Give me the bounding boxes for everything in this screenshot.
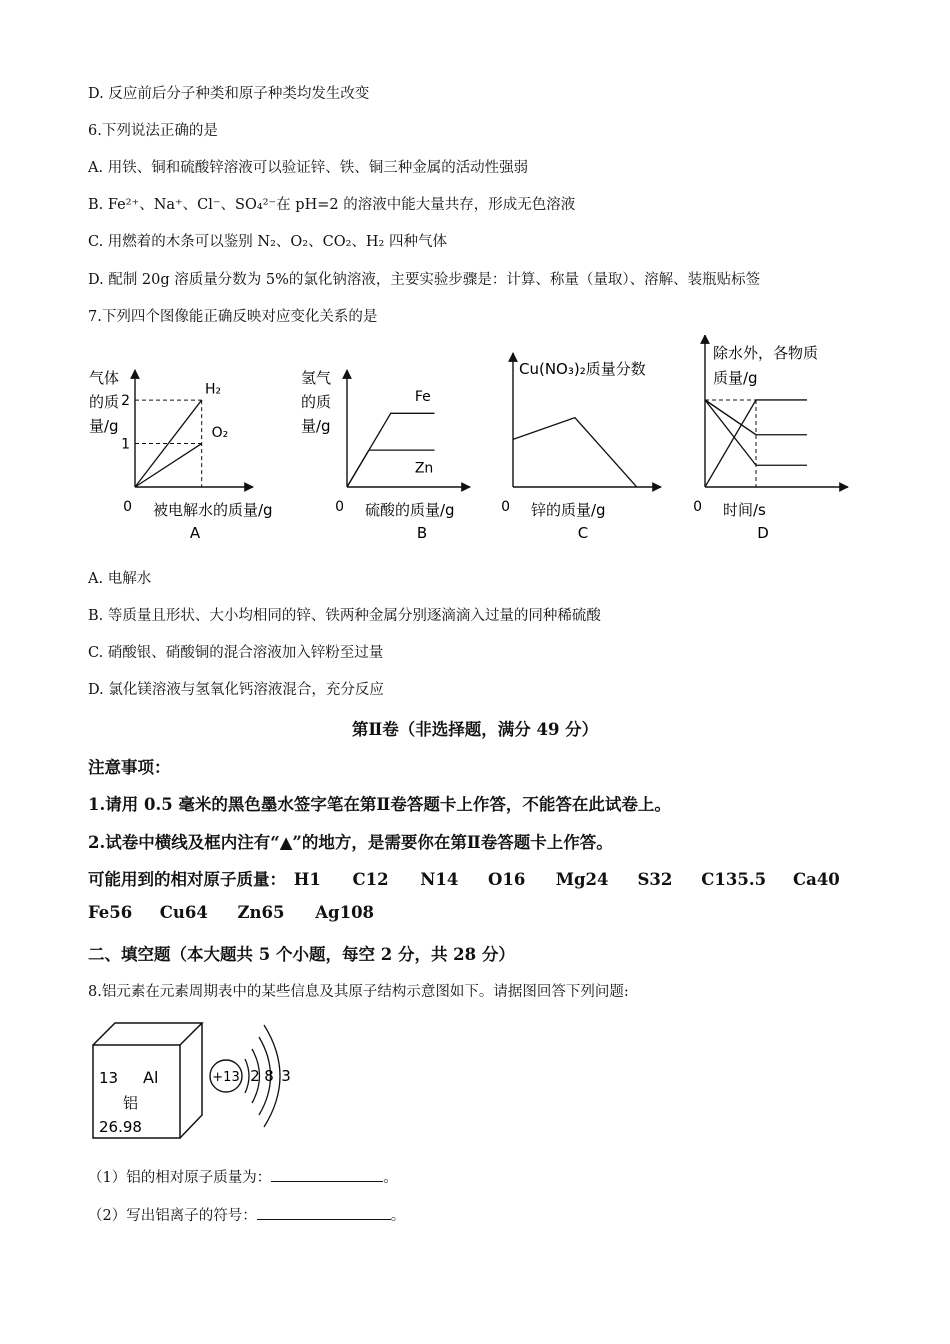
- atomic-ag: Ag108: [315, 903, 375, 922]
- q5-option-d: D. 反应前后分子种类和原子种类均发生改变: [88, 86, 370, 102]
- shell-arc-1: [245, 1059, 249, 1093]
- q8-stem: 8.铝元素在元素周期表中的某些信息及其原子结构示意图如下。请据图回答下列问题:: [88, 984, 629, 1000]
- answer-blank-1[interactable]: [271, 1167, 383, 1182]
- shell-electrons-1: 2: [250, 1067, 260, 1085]
- panel-b-caption: B: [416, 524, 428, 542]
- panel-a-origin: 0: [123, 499, 132, 515]
- panel-b-y-label-2: 量/g: [301, 417, 331, 435]
- atomic-fe: Fe56: [88, 903, 133, 922]
- atom-structure: [210, 1025, 291, 1127]
- panel-c-series-0: [513, 418, 637, 487]
- shell-electrons-2: 8: [264, 1067, 274, 1085]
- element-symbol: Al: [143, 1068, 159, 1087]
- q6-b-rest: 在 pH=2 的溶液中能大量共存，形成无色溶液: [276, 197, 576, 213]
- q7-option-c: C. 硝酸银、硝酸铜的混合溶液加入锌粉至过量: [88, 645, 384, 661]
- panel-a-x-label: 被电解水的质量/g: [153, 501, 273, 519]
- q6-option-a: A. 用铁、铜和硫酸锌溶液可以验证锌、铁、铜三种金属的活动性强弱: [88, 160, 529, 176]
- shell-electrons-3: 3: [281, 1067, 291, 1085]
- panel-a-series-1: [135, 444, 202, 487]
- section2-title: 第Ⅱ卷（非选择题，满分 49 分）: [351, 720, 599, 739]
- q8-sub-1-end: 。: [383, 1170, 398, 1186]
- q7-charts: [0, 335, 950, 550]
- q6-stem: 6.下列说法正确的是: [88, 123, 218, 139]
- panel-a-y-label-1: 的质: [89, 393, 120, 411]
- panel-b-label-zn: Zn: [414, 460, 434, 477]
- atomic-cl: C135.5: [701, 870, 767, 889]
- answer-blank-2[interactable]: [257, 1205, 391, 1220]
- panel-b-x-label: 硫酸的质量/g: [365, 501, 455, 519]
- panel-d-caption: D: [757, 524, 769, 542]
- panel-a-y-label-0: 气体: [89, 369, 120, 387]
- panel-a-y-label-2: 量/g: [89, 417, 119, 435]
- atomic-c: C12: [352, 870, 389, 889]
- panel-a-label-h2: H₂: [205, 381, 222, 398]
- nucleus-charge: +13: [212, 1070, 240, 1085]
- element-number: 13: [99, 1069, 119, 1087]
- panel-d-x-label: 时间/s: [723, 501, 766, 519]
- panel-a-ytick-2: 2: [121, 393, 130, 410]
- q8-sub-2-text: （2）写出铝离子的符号：: [88, 1208, 257, 1224]
- atomic-ca: Ca40: [793, 870, 840, 889]
- q8-sub-2-end: 。: [390, 1208, 406, 1224]
- atomic-mass-row-2: [88, 903, 374, 922]
- panel-b-y-label-1: 的质: [301, 393, 332, 411]
- atomic-h: H1: [293, 870, 321, 889]
- q7-option-b: B. 等质量且形状、大小均相同的锌、铁两种金属分别逐滴滴入过量的同种稀硫酸: [88, 608, 601, 624]
- atomic-s: S32: [637, 870, 673, 889]
- panel-b-y-label-0: 氢气: [301, 369, 332, 387]
- atomic-mg: Mg24: [555, 870, 609, 889]
- panel-a-caption: A: [189, 524, 201, 542]
- panel-b-origin: 0: [335, 499, 344, 515]
- panel-c-origin: 0: [501, 499, 510, 515]
- atomic-zn: Zn65: [237, 903, 285, 922]
- note-1: 1.请用 0.5 毫米的黑色墨水签字笔在第Ⅱ卷答题卡上作答，不能答在此试卷上。: [88, 795, 671, 814]
- element-name: 铝: [123, 1094, 139, 1112]
- q7-stem: 7.下列四个图像能正确反映对应变化关系的是: [88, 309, 378, 325]
- panel-c-y-label: Cu(NO₃)₂质量分数: [519, 360, 646, 378]
- atomic-label: 可能用到的相对原子质量：: [88, 870, 286, 889]
- atomic-cu: Cu64: [159, 903, 208, 922]
- panel-c-x-label: 锌的质量/g: [531, 501, 606, 519]
- q7-option-a: A. 电解水: [88, 571, 152, 587]
- panel-d-series-extra: [705, 400, 756, 435]
- aluminum-figure: [85, 1015, 315, 1145]
- panel-d-origin: 0: [693, 499, 702, 515]
- panel-d-y-label-1: 质量/g: [713, 369, 758, 387]
- note-2: 2.试卷中横线及框内注有“▲”的地方，是需要你在第Ⅱ卷答题卡上作答。: [88, 833, 613, 852]
- q6-option-c: C. 用燃着的木条可以鉴别 N₂、O₂、CO₂、H₂ 四种气体: [88, 234, 447, 250]
- panel-c-caption: C: [577, 524, 589, 542]
- q6-option-d: D. 配制 20g 溶质量分数为 5%的氯化钠溶液，主要实验步骤是：计算、称量（量取）、溶解、装瓶贴标签: [88, 272, 761, 288]
- q6-option-b: [88, 193, 575, 214]
- atomic-o: O16: [488, 870, 526, 889]
- q6-b-prefix: B.: [88, 197, 108, 213]
- atomic-n: N14: [420, 870, 459, 889]
- q7-option-d: D. 氯化镁溶液与氢氧化钙溶液混合，充分反应: [88, 682, 384, 698]
- q8-sub-2: [88, 1204, 405, 1225]
- panel-b-label-fe: Fe: [414, 389, 431, 406]
- atomic-mass-row-1: [88, 866, 840, 890]
- notes-title: 注意事项：: [88, 758, 171, 777]
- panel-d-y-label-0: 除水外，各物质: [713, 344, 819, 362]
- q8-sub-1: [88, 1166, 398, 1187]
- part2-title: 二、填空题（本大题共 5 个小题，每空 2 分，共 28 分）: [88, 945, 515, 964]
- panel-a-ytick-1: 1: [121, 436, 130, 453]
- q6-b-ions: Fe²⁺、Na⁺、Cl⁻、SO₄²⁻: [107, 197, 277, 213]
- q8-sub-1-text: （1）铝的相对原子质量为：: [88, 1170, 272, 1186]
- element-mass: 26.98: [99, 1118, 142, 1136]
- panel-a-label-o2: O₂: [211, 425, 229, 442]
